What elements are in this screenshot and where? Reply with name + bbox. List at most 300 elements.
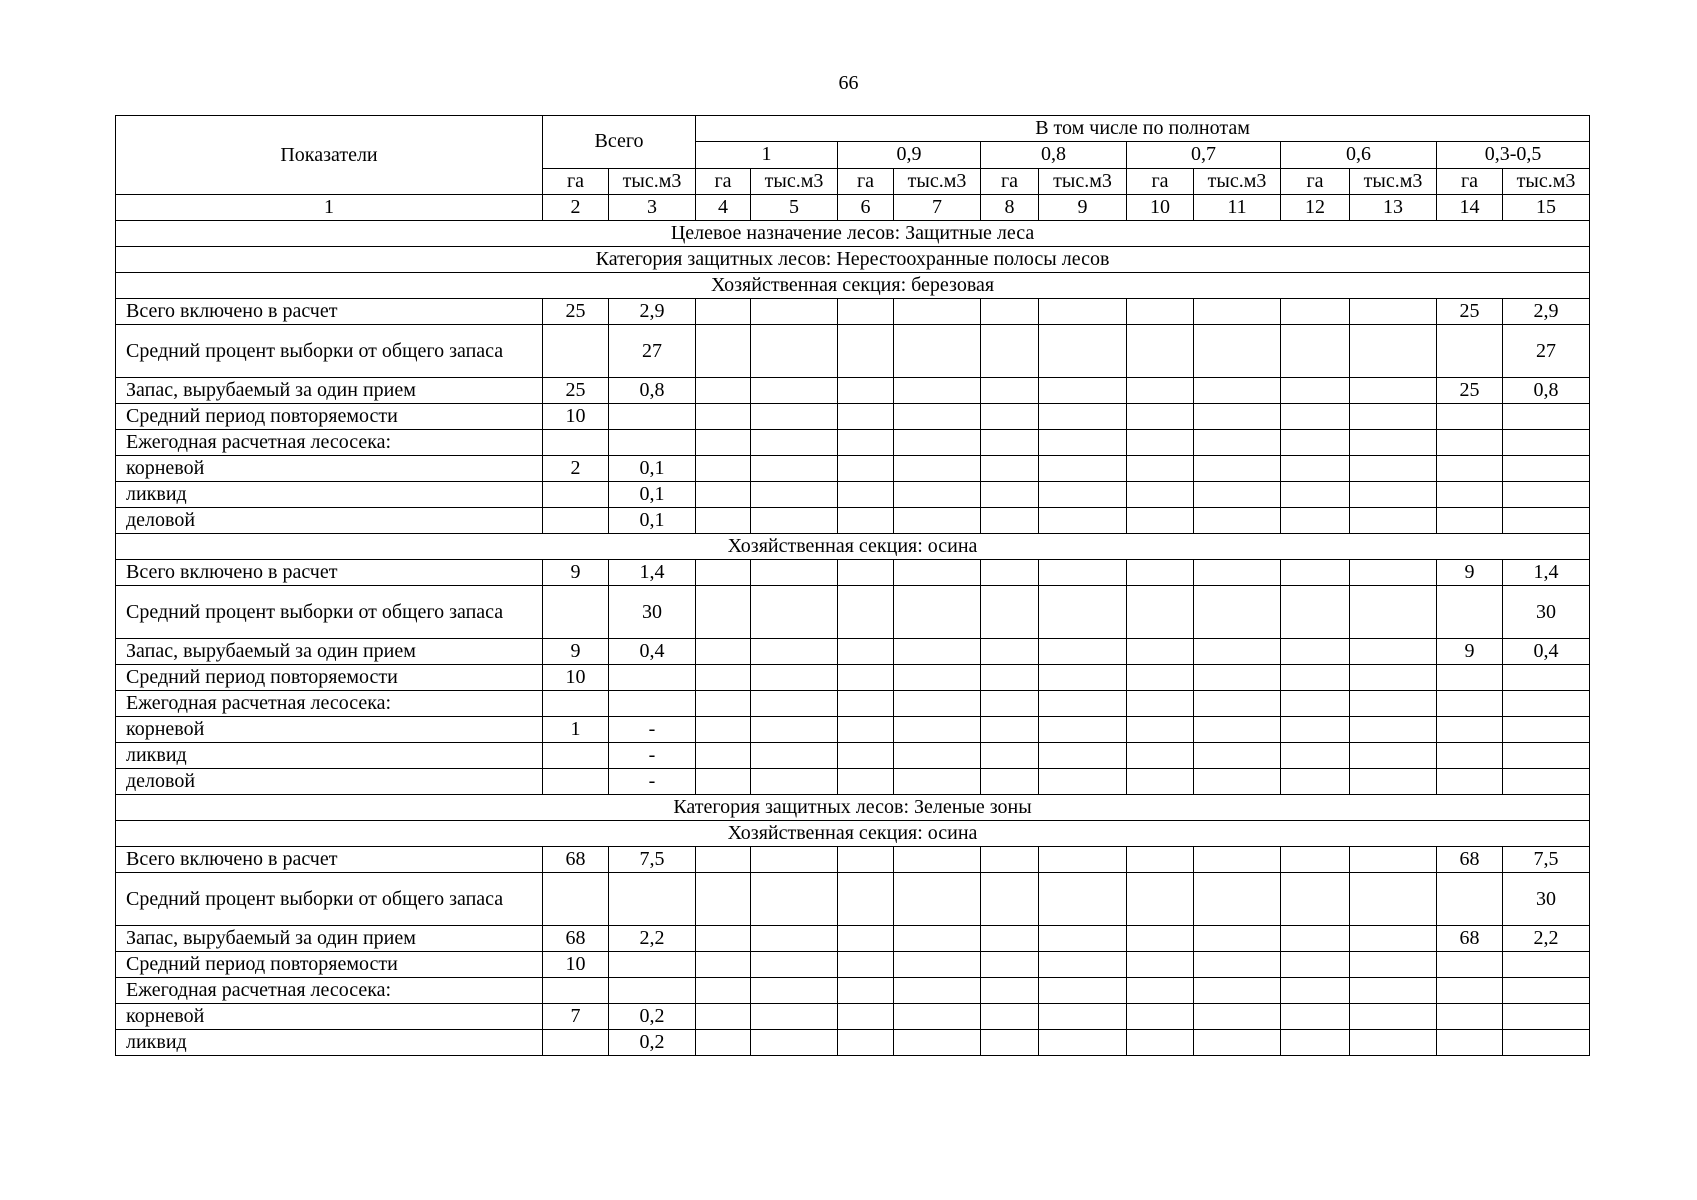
unit-ha: га [696, 168, 751, 194]
table-cell [981, 873, 1039, 926]
row-label: Всего включено в расчет [116, 560, 543, 586]
row-label: деловой [116, 508, 543, 534]
table-cell [1350, 325, 1437, 378]
table-cell [696, 952, 751, 978]
table-cell [838, 508, 894, 534]
table-cell [1127, 639, 1194, 665]
table-cell [543, 508, 609, 534]
table-cell [1127, 508, 1194, 534]
column-number: 10 [1127, 195, 1194, 221]
table-cell [1194, 430, 1281, 456]
table-row [116, 430, 1590, 456]
table-row [116, 378, 1590, 404]
table-cell [1281, 847, 1350, 873]
table-cell [1194, 378, 1281, 404]
table-cell [838, 404, 894, 430]
table-cell [543, 691, 609, 717]
table-cell [1127, 665, 1194, 691]
table-cell [894, 299, 981, 325]
table-cell [981, 847, 1039, 873]
table-cell [838, 456, 894, 482]
table-row [116, 769, 1590, 795]
table-cell: 1 [543, 717, 609, 743]
table-cell [894, 325, 981, 378]
table-cell [1039, 952, 1127, 978]
table-cell [1503, 952, 1590, 978]
section-title: Целевое назначение лесов: Защитные леса [116, 221, 1590, 247]
table-row [116, 978, 1590, 1004]
table-cell [543, 586, 609, 639]
table-cell [751, 508, 838, 534]
table-cell [838, 769, 894, 795]
unit-ha: га [543, 168, 609, 194]
row-label: Средний процент выборки от общего запаса [116, 586, 543, 639]
table-cell [1281, 743, 1350, 769]
table-cell [1437, 691, 1503, 717]
row-label: Средний период повторяемости [116, 952, 543, 978]
table-cell [894, 378, 981, 404]
table-cell [696, 456, 751, 482]
table-cell [1437, 717, 1503, 743]
table-cell [1039, 378, 1127, 404]
table-cell: - [609, 743, 696, 769]
table-cell [696, 508, 751, 534]
table-cell [1127, 325, 1194, 378]
header-density: 0,7 [1127, 142, 1281, 168]
table-cell [1281, 665, 1350, 691]
table-cell [1194, 952, 1281, 978]
table-cell [1503, 743, 1590, 769]
row-label: Запас, вырубаемый за один прием [116, 926, 543, 952]
unit-m3: тыс.м3 [894, 168, 981, 194]
table-cell [1194, 482, 1281, 508]
table-cell [696, 665, 751, 691]
table-cell: 10 [543, 665, 609, 691]
table-cell [838, 952, 894, 978]
row-label: Средний процент выборки от общего запаса [116, 873, 543, 926]
table-row [116, 299, 1590, 325]
section-row [116, 534, 1590, 560]
table-cell [696, 404, 751, 430]
table-cell [1127, 717, 1194, 743]
table-body [116, 221, 1590, 1056]
table-cell [1127, 691, 1194, 717]
row-label: ликвид [116, 743, 543, 769]
table-cell [696, 299, 751, 325]
table-cell [1437, 952, 1503, 978]
table-cell [696, 769, 751, 795]
table-cell [1127, 404, 1194, 430]
table-cell: 0,8 [609, 378, 696, 404]
table-cell [543, 325, 609, 378]
table-cell: 0,1 [609, 456, 696, 482]
table-cell [1039, 1004, 1127, 1030]
unit-ha: га [981, 168, 1039, 194]
table-cell [1281, 1030, 1350, 1056]
table-cell [1127, 1004, 1194, 1030]
table-cell: 25 [543, 378, 609, 404]
table-cell [1039, 508, 1127, 534]
table-row [116, 508, 1590, 534]
table-cell [696, 586, 751, 639]
table-cell [1127, 299, 1194, 325]
table-cell [696, 978, 751, 1004]
table-cell [981, 430, 1039, 456]
table-cell [894, 952, 981, 978]
section-row [116, 273, 1590, 299]
table-cell [1503, 430, 1590, 456]
table-cell [838, 665, 894, 691]
table-cell: 1,4 [609, 560, 696, 586]
table-cell [981, 404, 1039, 430]
table-cell [1281, 430, 1350, 456]
table-cell [1039, 769, 1127, 795]
table-cell [1194, 717, 1281, 743]
table-cell: 68 [543, 847, 609, 873]
table-cell: 0,4 [1503, 639, 1590, 665]
table-cell [838, 482, 894, 508]
table-cell: 25 [1437, 299, 1503, 325]
table-cell [751, 1004, 838, 1030]
table-cell [1350, 456, 1437, 482]
row-label: Средний процент выборки от общего запаса [116, 325, 543, 378]
table-cell: 0,8 [1503, 378, 1590, 404]
header-indicator: Показатели [116, 116, 543, 195]
table-cell [751, 430, 838, 456]
table-cell [981, 717, 1039, 743]
table-cell [751, 743, 838, 769]
table-cell [838, 691, 894, 717]
table-cell [1350, 717, 1437, 743]
table-cell [1350, 639, 1437, 665]
row-label: ликвид [116, 482, 543, 508]
table-cell [1437, 1004, 1503, 1030]
section-title: Хозяйственная секция: осина [116, 821, 1590, 847]
table-cell [1039, 560, 1127, 586]
table-cell [1437, 456, 1503, 482]
table-cell [1281, 586, 1350, 639]
table-cell [1281, 639, 1350, 665]
table-cell [981, 1004, 1039, 1030]
table-cell [1350, 847, 1437, 873]
table-cell: 1,4 [1503, 560, 1590, 586]
table-cell [838, 743, 894, 769]
table-row [116, 1004, 1590, 1030]
table-cell [609, 691, 696, 717]
table-cell [543, 482, 609, 508]
table-cell [543, 769, 609, 795]
table-cell [894, 560, 981, 586]
table-cell [696, 1030, 751, 1056]
table-cell [894, 873, 981, 926]
column-number: 14 [1437, 195, 1503, 221]
table-cell [696, 378, 751, 404]
table-cell [894, 847, 981, 873]
table-cell [838, 1004, 894, 1030]
table-cell [838, 1030, 894, 1056]
table-cell: 0,2 [609, 1004, 696, 1030]
table-cell [1194, 873, 1281, 926]
section-row [116, 821, 1590, 847]
table-cell [1437, 665, 1503, 691]
table-cell [1127, 926, 1194, 952]
row-label: корневой [116, 456, 543, 482]
table-cell [838, 325, 894, 378]
table-cell [696, 847, 751, 873]
table-cell [1503, 404, 1590, 430]
table-cell: 9 [1437, 560, 1503, 586]
table-cell [1437, 873, 1503, 926]
table-row [116, 404, 1590, 430]
table-cell [1039, 847, 1127, 873]
table-cell [1194, 456, 1281, 482]
table-cell [894, 1030, 981, 1056]
table-cell [1194, 639, 1281, 665]
table-cell [1503, 508, 1590, 534]
table-cell: - [609, 717, 696, 743]
table-cell [1194, 325, 1281, 378]
table-cell [696, 560, 751, 586]
table-cell [981, 299, 1039, 325]
table-row [116, 639, 1590, 665]
header-density: 0,8 [981, 142, 1127, 168]
table-cell [1127, 769, 1194, 795]
table-cell [981, 639, 1039, 665]
table-cell [1350, 952, 1437, 978]
table-cell [609, 430, 696, 456]
table-cell [981, 1030, 1039, 1056]
table-cell [981, 743, 1039, 769]
table-cell [1194, 926, 1281, 952]
table-cell [1039, 926, 1127, 952]
column-number: 2 [543, 195, 609, 221]
section-row [116, 795, 1590, 821]
table-cell [1127, 430, 1194, 456]
table-cell [894, 404, 981, 430]
unit-ha: га [1127, 168, 1194, 194]
table-cell [751, 873, 838, 926]
table-cell [894, 430, 981, 456]
table-cell [696, 1004, 751, 1030]
table-cell: 7 [543, 1004, 609, 1030]
table-cell [838, 978, 894, 1004]
table-cell [751, 560, 838, 586]
row-label: Запас, вырубаемый за один прием [116, 639, 543, 665]
table-cell: 68 [543, 926, 609, 952]
column-number: 15 [1503, 195, 1590, 221]
table-cell: 2 [543, 456, 609, 482]
table-cell [1194, 665, 1281, 691]
table-cell: 2,2 [1503, 926, 1590, 952]
unit-m3: тыс.м3 [1503, 168, 1590, 194]
table-cell [543, 743, 609, 769]
table-cell [1127, 847, 1194, 873]
table-cell [751, 769, 838, 795]
table-cell [1503, 665, 1590, 691]
unit-m3: тыс.м3 [1039, 168, 1127, 194]
table-cell: 9 [543, 560, 609, 586]
table-cell [751, 952, 838, 978]
row-label: Ежегодная расчетная лесосека: [116, 978, 543, 1004]
table-row [116, 456, 1590, 482]
table-cell [1350, 769, 1437, 795]
table-cell [1281, 404, 1350, 430]
table-cell [1437, 586, 1503, 639]
table-cell [1437, 404, 1503, 430]
table-cell [696, 691, 751, 717]
row-label: Средний период повторяемости [116, 665, 543, 691]
table-cell [1350, 978, 1437, 1004]
table-cell [981, 978, 1039, 1004]
table-cell [1039, 299, 1127, 325]
table-cell [1350, 508, 1437, 534]
table-cell [894, 769, 981, 795]
table-cell [1127, 560, 1194, 586]
table-cell [1281, 978, 1350, 1004]
table-header [116, 116, 1590, 221]
table-cell [838, 586, 894, 639]
table-cell: 25 [543, 299, 609, 325]
row-label: Ежегодная расчетная лесосека: [116, 691, 543, 717]
table-cell [1127, 952, 1194, 978]
table-cell [751, 456, 838, 482]
column-number: 11 [1194, 195, 1281, 221]
table-cell [1039, 325, 1127, 378]
table-cell [751, 639, 838, 665]
table-cell: 7,5 [1503, 847, 1590, 873]
table-cell: 9 [1437, 639, 1503, 665]
table-cell [751, 717, 838, 743]
table-cell: - [609, 769, 696, 795]
table-cell [1350, 430, 1437, 456]
column-number: 4 [696, 195, 751, 221]
table-cell [1437, 743, 1503, 769]
row-label: деловой [116, 769, 543, 795]
table-cell [1194, 560, 1281, 586]
table-cell [1350, 743, 1437, 769]
header-density: 1 [696, 142, 838, 168]
header-density: 0,6 [1281, 142, 1437, 168]
table-cell [609, 873, 696, 926]
table-cell [981, 508, 1039, 534]
table-cell [1350, 378, 1437, 404]
column-number: 6 [838, 195, 894, 221]
table-cell [1194, 1030, 1281, 1056]
column-number: 13 [1350, 195, 1437, 221]
table-row [116, 691, 1590, 717]
header-by-density: В том числе по полнотам [696, 116, 1590, 142]
table-cell [1039, 743, 1127, 769]
table-cell [1281, 482, 1350, 508]
table-cell [981, 482, 1039, 508]
table-cell [1350, 586, 1437, 639]
table-cell [1437, 978, 1503, 1004]
table-cell [1194, 847, 1281, 873]
column-number: 1 [116, 195, 543, 221]
table-cell [751, 665, 838, 691]
table-cell: 2,9 [1503, 299, 1590, 325]
table-cell [609, 978, 696, 1004]
table-cell: 30 [1503, 873, 1590, 926]
table-cell: 0,2 [609, 1030, 696, 1056]
table-cell [1194, 743, 1281, 769]
table-cell [543, 978, 609, 1004]
table-row [116, 560, 1590, 586]
table-cell [1127, 378, 1194, 404]
table-cell [981, 769, 1039, 795]
table-cell [696, 639, 751, 665]
table-cell: 30 [1503, 586, 1590, 639]
table-cell [751, 847, 838, 873]
section-title: Хозяйственная секция: осина [116, 534, 1590, 560]
table-cell [981, 691, 1039, 717]
table-cell: 0,4 [609, 639, 696, 665]
table-cell [894, 1004, 981, 1030]
table-cell [696, 743, 751, 769]
table-cell [838, 430, 894, 456]
table-cell [981, 586, 1039, 639]
table-cell [1503, 1004, 1590, 1030]
table-cell [894, 586, 981, 639]
table-cell: 30 [609, 586, 696, 639]
table-cell [1194, 299, 1281, 325]
table-cell [1281, 873, 1350, 926]
table-cell [751, 378, 838, 404]
table-cell [1127, 873, 1194, 926]
unit-ha: га [838, 168, 894, 194]
table-cell [1281, 378, 1350, 404]
table-cell [1194, 404, 1281, 430]
table-cell [1437, 482, 1503, 508]
table-row [116, 482, 1590, 508]
section-row [116, 247, 1590, 273]
table-cell: 0,1 [609, 482, 696, 508]
section-title: Категория защитных лесов: Нерестоохранные полосы лесов [116, 247, 1590, 273]
table-row [116, 717, 1590, 743]
table-cell [1437, 508, 1503, 534]
table-cell [1039, 404, 1127, 430]
table-cell [1437, 1030, 1503, 1056]
table-cell [751, 299, 838, 325]
table-cell [1350, 873, 1437, 926]
table-cell [1127, 456, 1194, 482]
row-label: Запас, вырубаемый за один прием [116, 378, 543, 404]
table-cell [894, 482, 981, 508]
table-cell [981, 325, 1039, 378]
table-cell [981, 456, 1039, 482]
table-cell [981, 926, 1039, 952]
section-title: Категория защитных лесов: Зеленые зоны [116, 795, 1590, 821]
header-density: 0,3-0,5 [1437, 142, 1590, 168]
table-cell [1350, 1004, 1437, 1030]
table-cell [838, 717, 894, 743]
table-cell [1350, 926, 1437, 952]
table-cell: 25 [1437, 378, 1503, 404]
table-cell [751, 926, 838, 952]
column-number-row [116, 195, 1590, 221]
table-cell [1039, 586, 1127, 639]
column-number: 5 [751, 195, 838, 221]
table-cell [1194, 769, 1281, 795]
table-cell [1503, 691, 1590, 717]
table-cell [1039, 1030, 1127, 1056]
table-cell [1194, 586, 1281, 639]
table-cell [1127, 482, 1194, 508]
table-cell [751, 978, 838, 1004]
table-cell: 27 [609, 325, 696, 378]
table-cell [894, 978, 981, 1004]
forest-cutting-table [115, 115, 1590, 1056]
